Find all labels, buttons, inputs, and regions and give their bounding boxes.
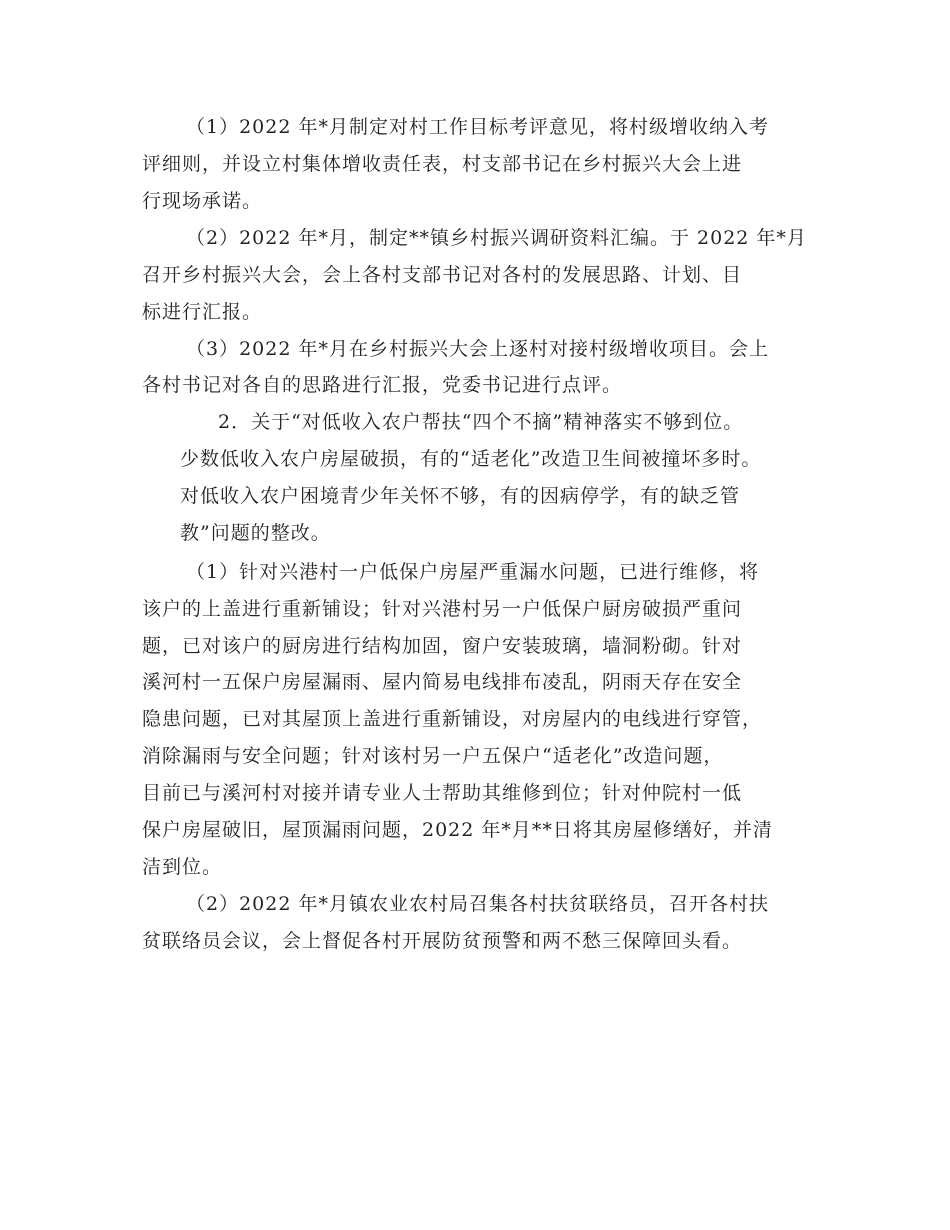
text-line: 行现场承诺。 [142,190,263,212]
text-line: 教”问题的整改。 [180,522,331,544]
text-line: 保户房屋破旧，屋顶漏雨问题，2022 年*月**日将其房屋修缮好，并清 [142,819,773,841]
text-line: 评细则，并设立村集体增收责任表，村支部书记在乡村振兴大会上进 [142,153,743,175]
text-line: （1）针对兴港村一户低保户房屋严重漏水问题，已进行维修，将 [186,561,760,583]
text-line: 贫联络员会议，会上督促各村开展防贫预警和两不愁三保障回头看。 [142,930,743,952]
text-line: 对低收入农户困境青少年关怀不够，有的因病停学，有的缺乏管 [180,485,741,507]
text-line: 消除漏雨与安全问题；针对该村另一户五保户“适老化”改造问题， [142,745,724,767]
text-line: （2）2022 年*月镇农业农村局召集各村扶贫联络员，召开各村扶 [186,893,769,915]
text-line: 隐患问题，已对其屋顶上盖进行重新铺设，对房屋内的电线进行穿管， [142,708,763,730]
text-line: （1）2022 年*月制定对村工作目标考评意见，将村级增收纳入考 [186,116,769,138]
text-line: 各村书记对各自的思路进行汇报，党委书记进行点评。 [142,374,623,396]
text-line: 少数低收入农户房屋破损，有的“适老化”改造卫生间被撞坏多时。 [180,448,762,470]
text-line: 该户的上盖进行重新铺设；针对兴港村另一户低保户厨房破损严重问 [142,598,743,620]
text-line: 题，已对该户的厨房进行结构加固，窗户安装玻璃，墙洞粉砌。针对 [142,635,743,657]
text-line: 洁到位。 [142,856,223,878]
text-line: （3）2022 年*月在乡村振兴大会上逐村对接村级增收项目。会上 [186,338,769,360]
text-line: 标进行汇报。 [142,301,263,323]
numbered-item-heading: 2．关于“对低收入农户帮扶“四个不摘”精神落实不够到位。 [218,411,744,433]
text-line: （2）2022 年*月，制定**镇乡村振兴调研资料汇编。于 2022 年*月 [186,227,807,249]
text-line: 召开乡村振兴大会，会上各村支部书记对各村的发展思路、计划、目 [142,264,743,286]
text-line: 目前已与溪河村对接并请专业人士帮助其维修到位；针对仲院村一低 [142,782,743,804]
text-line: 溪河村一五保户房屋漏雨、屋内简易电线排布凌乱，阴雨天存在安全 [142,671,743,693]
